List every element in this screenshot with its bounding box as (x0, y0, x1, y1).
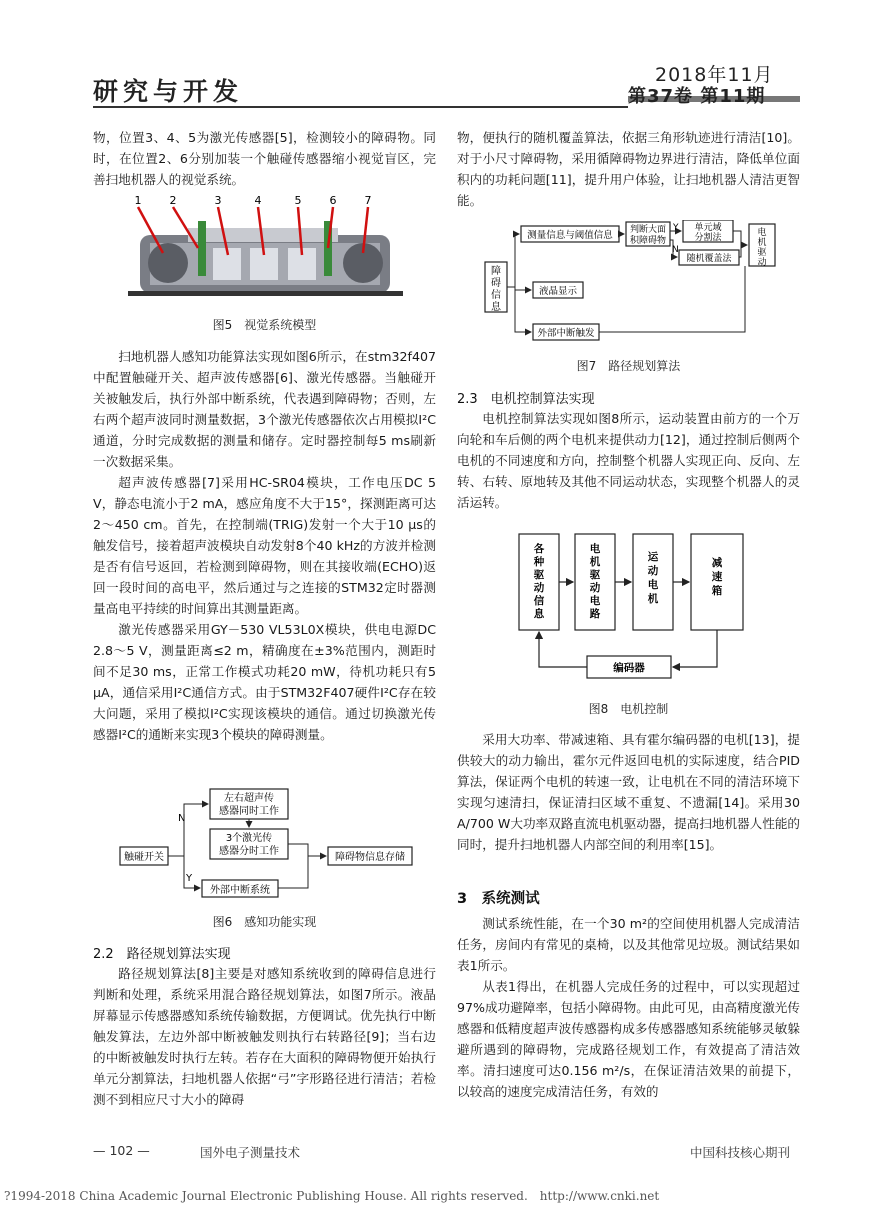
fig5-label-3: 3 (214, 194, 222, 207)
header-rule (93, 106, 628, 108)
left-para-top: 物，位置3、4、5为激光传感器[5]，检测较小的障碍物。同时，在位置2、6分别加装一个触碰传感器缩小视觉盲区，完善扫地机器人的视觉系统。 (93, 130, 436, 187)
fig7-box-random: 随机覆盖法 (686, 254, 732, 264)
page-number: — 102 — (93, 1143, 150, 1158)
fig6-box-ultrasonic-line1: 左右超声传 (224, 793, 274, 804)
fig7-box-motor: 电机驱动 (757, 228, 767, 268)
section-3-heading: 3 系统测试 (457, 891, 540, 907)
fig6-box-store: 障碍物信息存储 (335, 852, 405, 863)
fig6-box-laser-line2: 感器分时工作 (219, 846, 279, 857)
fig7-label-n: N (672, 245, 679, 255)
fig8-box-driver: 电机驱动电路 (589, 543, 601, 620)
issue-date: 2018年11月 (655, 64, 774, 86)
fig6-box-laser-line1: 3个激光传 (225, 833, 273, 844)
fig7-box-lcd: 液晶显示 (538, 286, 578, 297)
fig6-box-ultrasonic-line2: 感器同时工作 (219, 806, 279, 817)
fig6-flowchart (118, 785, 418, 900)
fig7-box-judge-line2: 积障碍物 (629, 236, 667, 246)
fig5-label-4: 4 (254, 194, 262, 207)
fig7-box-measure: 测量信息与阈值信息 (527, 230, 613, 241)
fig8-box-motor: 运动电机 (647, 551, 659, 605)
fig5-label-2: 2 (169, 194, 177, 207)
fig7-label-y: Y (673, 223, 679, 233)
right-para-encoder: 采用大功率、带减速箱、具有霍尔编码器的电机[13]，提供较大的动力输出，霍尔元件返回电机的实际速度，结合PID算法，保证两个电机的转速一致，让电机在不同的清洁环境下实现匀速清扫，保证清扫区域不重复、不遗漏[14]。采用30 A/700 W大功率双路直流电机驱动器，提高扫地机器人性能的同时，提升扫地机器人内部空间的利用率[15]。 (457, 732, 801, 852)
fig6-label-y: Y (186, 873, 193, 884)
fig5-caption: 图5 视觉系统模型 (212, 318, 317, 332)
fig5-robot-model (128, 193, 403, 305)
fig6-box-interrupt: 外部中断系统 (210, 885, 270, 896)
fig7-box-judge-line1: 判断大面 (629, 225, 667, 235)
fig8-caption: 图8 电机控制 (588, 702, 669, 716)
fig5-label-6: 6 (329, 194, 337, 207)
copyright-notice: ?1994-2018 China Academic Journal Electronic Publishing House. All rights reserved. http://www.cnki.net (4, 1189, 660, 1203)
fig7-box-obstacle: 障碍信息 (491, 266, 501, 313)
section-2-2-heading: 2.2 路径规划算法实现 (93, 947, 231, 962)
fig5-label-7: 7 (364, 194, 372, 207)
footer-core-journal: 中国科技核心期刊 (690, 1145, 791, 1160)
fig7-flowchart (483, 220, 783, 350)
fig8-box-signal: 各种驱动信息 (533, 543, 545, 620)
right-para-motor: 电机控制算法实现如图8所示，运动装置由前方的一个万向轮和车后侧的两个电机来提供动力[12]，通过控制后侧两个电机的不同速度和方向，控制整个机器人实现正向、反向、左转、右转、原地转及其他不同运动状态，实现整个机器人的灵活运转。 (457, 411, 800, 510)
footer-journal-name: 国外电子测量技术 (200, 1145, 301, 1160)
fig7-box-cell-line2: 分割法 (694, 233, 722, 243)
fig6-box-touch: 触碰开关 (124, 852, 164, 863)
left-para-body: 扫地机器人感知功能算法实现如图6所示，在stm32f407中配置触碰开关、超声波传感器[6]、激光传感器。当触碰开关被触发后，执行外部中断系统，代表遇到障碍物；否则，左右两个超声波同时测量数据，3个激光传感器依次占用模拟I²C通道，分时完成数据的测量和储存。定时器控制每5 ms刷新一次数据采集。 超声波传感器[7]采用HC-SR04模块，工作电压DC 5 V，静态电流小于2 mA，感应角度不大于15°，探测距离可达2～450 cm。首先，在控制端(TRIG)发射一个大于10 μs的触发信号，接着超声波模块自动发射8个40 kHz的方波并检测是否有信号返回，若检测到障碍物，则在其接收端(ECHO)返回一段时间的高电平，然后通过与之连接的STM32定时器测量高电平持续的时间算出其测量距离。 激光传感器采用GY－530 VL53L0X模块，供电电源DC 2.8～5 V，测量距离≤2 m，精确度在±3%范围内，测距时间不足30 ms，正常工作模式功耗20 mW，待机功耗只有5 μA，通信采用I²C通信方式。由于STM32F407硬件I²C存在较大问题，采用了模拟I²C实现该模块的通信。通过切换激光传感器I²C的通断来实现3个模块的障碍测量。 (93, 349, 436, 742)
fig8-box-gear: 减速箱 (711, 557, 723, 597)
issue-volume: 第37卷 第11期 (628, 86, 766, 107)
fig7-caption: 图7 路径规划算法 (576, 359, 681, 373)
left-para-path: 路径规划算法[8]主要是对感知系统收到的障碍信息进行判断和处理，系统采用混合路径规划算法，如图7所示。液晶屏幕显示传感器感知系统传输数据，方便调试。优先执行中断触发算法，左边外部中断被触发则执行右转路径[9]；当右边的中断被触发时执行左转。若存在大面积的障碍物便开始执行单元分割算法，扫地机器人依据“弓”字形路径进行清洁；若检测不到相应尺寸大小的障碍 (93, 966, 436, 1107)
right-para-top: 物，便执行的随机覆盖算法，依据三角形轨迹进行清洁[10]。对于小尺寸障碍物，采用循障碍物边界进行清洁，降低单位面积内的功耗问题[11]，提升用户体验，让扫地机器人清洁更智能。 (457, 130, 800, 208)
section-2-3-heading: 2.3 电机控制算法实现 (457, 392, 595, 407)
fig6-label-n: N (178, 813, 186, 824)
fig5-label-5: 5 (294, 194, 302, 207)
right-para-test: 测试系统性能，在一个30 m²的空间使用机器人完成清洁任务，房间内有常见的桌椅，以及其他常见垃圾。测试结果如表1所示。 从表1得出，在机器人完成任务的过程中，可以实现超过97%成功避障率，包括小障碍物。由此可见，由高精度激光传感器和低精度超声波传感器构成多传感器感知系统能够灵敏躲避所遇到的障碍物，完成路径规划工作，有效提高了清洁效率。清扫速度可达0.156 m²/s，在保证清洁效果的前提下，以较高的速度完成清洁任务，有效的 (457, 916, 800, 1099)
journal-section-title: 研究与开发 (93, 77, 244, 106)
fig8-flowchart (515, 520, 765, 695)
fig6-caption: 图6 感知功能实现 (212, 915, 317, 929)
fig7-box-cell-line1: 单元域 (694, 223, 722, 233)
fig8-box-encoder: 编码器 (613, 662, 645, 674)
fig7-box-interrupt: 外部中断触发 (537, 328, 595, 339)
fig5-label-1: 1 (134, 194, 142, 207)
